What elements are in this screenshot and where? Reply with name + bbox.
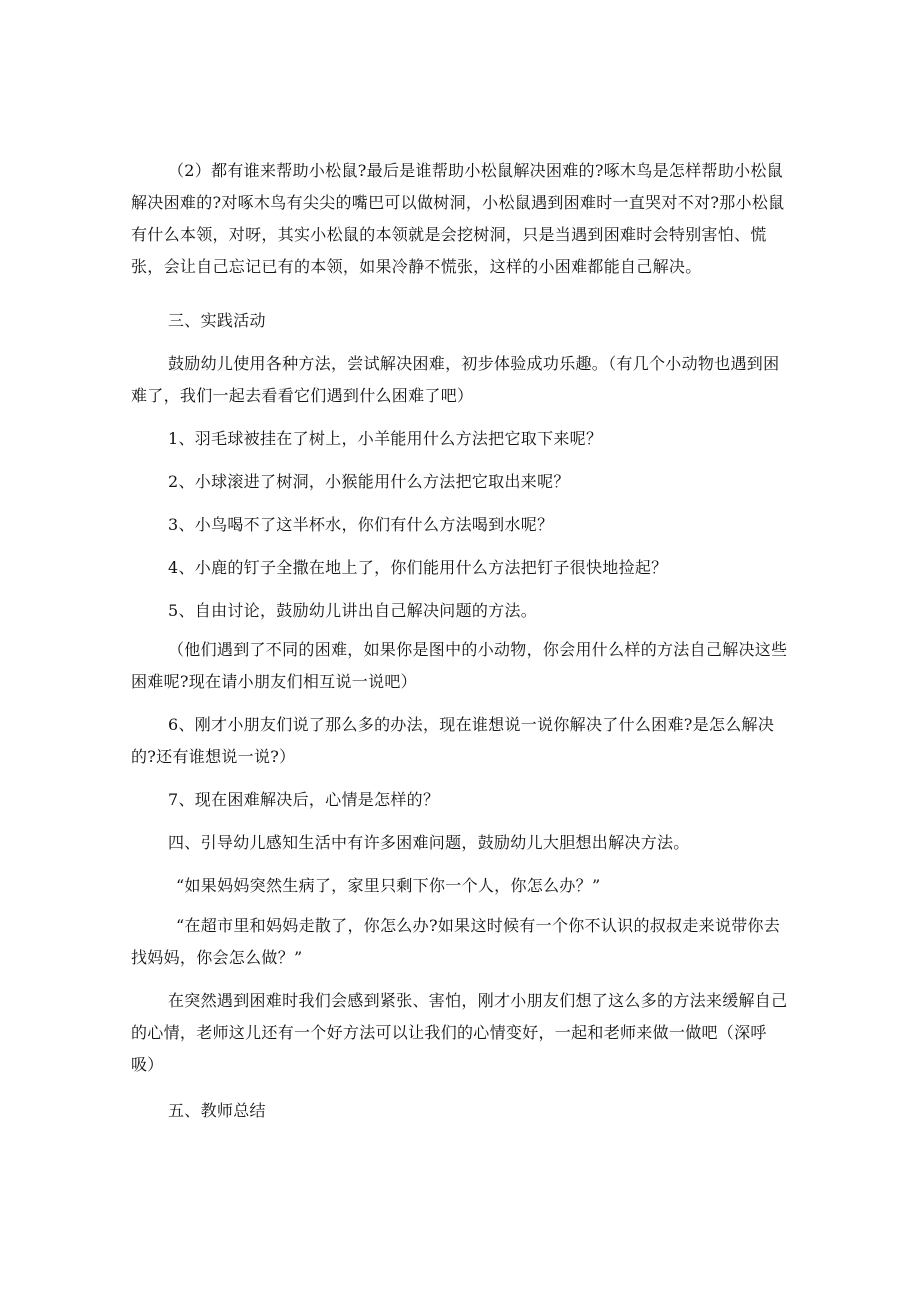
- item-2-ball: 2、小球滚进了树洞，小猴能用什么方法把它取出来呢？: [168, 472, 570, 491]
- paragraph-deep-breath: 在突然遇到困难时我们会感到紧张、害怕，刚才小朋友们想了这么多的方法来缓解自己的心情，老师这儿还有一个好方法可以让我们的心情变好，一起和老师来做一做吧（深呼吸）: [131, 991, 788, 1074]
- quote-mother-sick: “如果妈妈突然生病了，家里只剩下你一个人，你怎么办？”: [176, 876, 601, 895]
- heading-teacher-summary: 五、教师总结: [168, 1101, 266, 1120]
- item-6-share-solutions: 6、刚才小朋友们说了那么多的办法，现在谁想说一说你解决了什么困难?是怎么解决的?还有谁想说一说?）: [131, 715, 775, 766]
- paragraph-different-difficulties: （他们遇到了不同的困难，如果你是图中的小动物，你会用什么样的方法自己解决这些困难呢?现在请小朋友们相互说一说吧）: [131, 640, 788, 691]
- paragraph-encourage-methods: 鼓励幼儿使用各种方法，尝试解决困难，初步体验成功乐趣。（有几个小动物也遇到困难了，我们一起去看看它们遇到什么困难了吧）: [131, 354, 780, 405]
- item-7-feelings: 7、现在困难解决后，心情是怎样的？: [168, 790, 440, 809]
- paragraph-squirrel-discussion: （2）都有谁来帮助小松鼠?最后是谁帮助小松鼠解决困难的?啄木鸟是怎样帮助小松鼠解决困难的?对啄木鸟有尖尖的嘴巴可以做树洞，小松鼠遇到困难时一直哭对不对?那小松鼠有什么本领，对呀，其实小松鼠的本领就是会挖树洞，只是当遇到困难时会特别害怕、慌张，会让自己忘记已有的本领，如果冷静不慌张，这样的小困难都能自己解决。: [131, 161, 785, 276]
- item-3-bird-water: 3、小鸟喝不了这半杯水，你们有什么方法喝到水呢？: [168, 515, 554, 534]
- heading-practice-activity: 三、实践活动: [168, 311, 266, 330]
- item-4-deer-nails: 4、小鹿的钉子全撒在地上了，你们能用什么方法把钉子很快地捡起？: [168, 558, 668, 577]
- item-5-free-discussion: 5、自由讨论，鼓励幼儿讲出自己解决问题的方法。: [168, 601, 538, 620]
- heading-guide-perceive: 四、引导幼儿感知生活中有许多困难问题，鼓励幼儿大胆想出解决方法。: [168, 833, 690, 852]
- item-1-badminton: 1、羽毛球被挂在了树上，小羊能用什么方法把它取下来呢？: [168, 429, 603, 448]
- quote-lost-in-supermarket: “在超市里和妈妈走散了，你怎么办?如果这时候有一个你不认识的叔叔走来说带你去找妈妈，你会怎么做？”: [131, 916, 781, 967]
